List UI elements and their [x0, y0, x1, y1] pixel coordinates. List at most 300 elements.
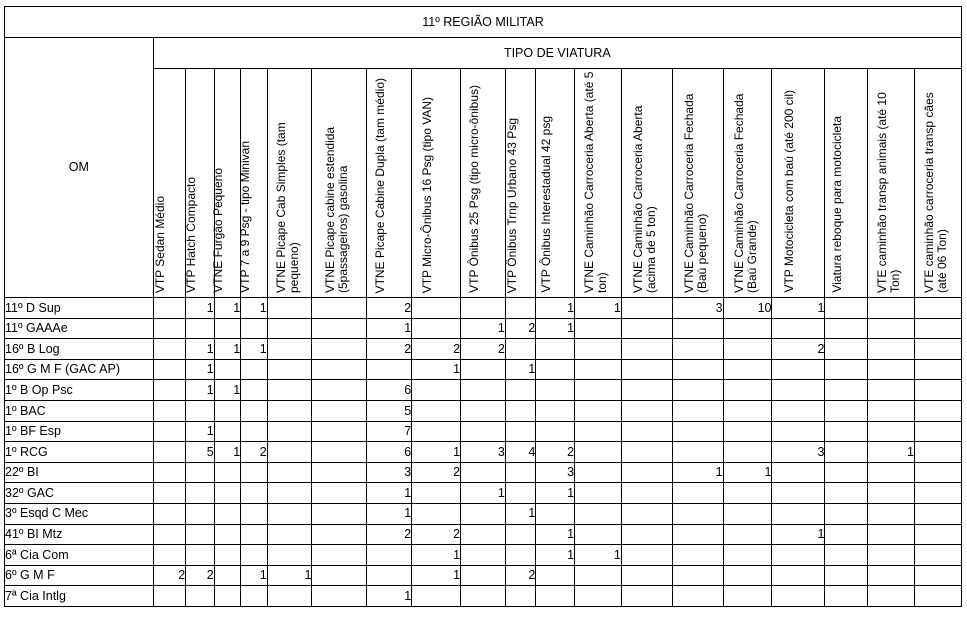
- om-cell: 32º GAC: [5, 483, 154, 504]
- value-cell: [267, 586, 312, 607]
- table-row: [5, 462, 962, 483]
- value-cell: 3: [367, 462, 412, 483]
- value-cell: [267, 442, 312, 463]
- vehicle-table: [4, 6, 962, 607]
- value-cell: [825, 359, 868, 380]
- value-cell: [241, 318, 267, 339]
- value-cell: [312, 586, 367, 607]
- value-cell: [772, 503, 825, 524]
- column-header-label: VTP Ônibus 25 Psg (tipo micro-ônibus): [466, 85, 481, 293]
- value-cell: [575, 400, 622, 421]
- table-row: [5, 400, 962, 421]
- value-cell: 6: [367, 442, 412, 463]
- value-cell: 1: [214, 298, 240, 319]
- value-cell: 2: [367, 298, 412, 319]
- value-cell: [575, 339, 622, 360]
- value-cell: [536, 586, 575, 607]
- value-cell: 1: [575, 298, 622, 319]
- value-cell: 1: [367, 586, 412, 607]
- column-header-label: VTNE Picape cabine estendida (5passageiros) gasolina: [323, 126, 351, 293]
- value-cell: [915, 586, 962, 607]
- value-cell: [915, 421, 962, 442]
- value-cell: [536, 339, 575, 360]
- column-header: [312, 69, 367, 298]
- value-cell: 10: [723, 298, 772, 319]
- value-cell: [825, 524, 868, 545]
- value-cell: [621, 421, 672, 442]
- value-cell: [214, 586, 240, 607]
- value-cell: [868, 339, 915, 360]
- value-cell: [575, 318, 622, 339]
- value-cell: 1: [505, 503, 536, 524]
- value-cell: 1: [505, 359, 536, 380]
- value-cell: [868, 359, 915, 380]
- value-cell: [621, 442, 672, 463]
- om-cell: 6ª Cia Com: [5, 545, 154, 566]
- value-cell: [412, 380, 461, 401]
- value-cell: [536, 503, 575, 524]
- table-row: [5, 565, 962, 586]
- value-cell: 2: [186, 565, 215, 586]
- value-cell: 1: [186, 339, 215, 360]
- value-cell: [621, 359, 672, 380]
- value-cell: [505, 545, 536, 566]
- value-cell: 1: [868, 442, 915, 463]
- table-row: [5, 442, 962, 463]
- column-header-label: VTP Micro-Ônibus 16 Psg (tipo VAN): [420, 96, 435, 293]
- column-header: [505, 69, 536, 298]
- value-cell: 1: [214, 442, 240, 463]
- column-header-label: VTNE Picape Cabine Dupla (tam médio): [373, 77, 388, 293]
- value-cell: [621, 503, 672, 524]
- value-cell: [505, 586, 536, 607]
- value-cell: 1: [412, 565, 461, 586]
- value-cell: [461, 524, 506, 545]
- value-cell: [868, 380, 915, 401]
- value-cell: [267, 380, 312, 401]
- value-cell: 1: [461, 483, 506, 504]
- om-cell: 7ª Cia Intlg: [5, 586, 154, 607]
- column-header-label: VTP Hatch Compacto: [183, 177, 198, 293]
- value-cell: [723, 339, 772, 360]
- value-cell: 2: [153, 565, 186, 586]
- value-cell: 2: [241, 442, 267, 463]
- value-cell: [461, 586, 506, 607]
- value-cell: [312, 359, 367, 380]
- column-header-label: VTP 7 a 9 Psg - tipo Minivan: [237, 141, 252, 293]
- value-cell: 2: [772, 339, 825, 360]
- value-cell: [672, 565, 723, 586]
- column-header: [367, 69, 412, 298]
- value-cell: [825, 545, 868, 566]
- value-cell: [825, 586, 868, 607]
- table-row: [5, 421, 962, 442]
- value-cell: 1: [536, 318, 575, 339]
- value-cell: [241, 503, 267, 524]
- value-cell: [723, 400, 772, 421]
- value-cell: [186, 400, 215, 421]
- value-cell: [723, 503, 772, 524]
- table-row: [5, 524, 962, 545]
- value-cell: [153, 318, 186, 339]
- value-cell: [267, 545, 312, 566]
- value-cell: [868, 545, 915, 566]
- value-cell: [772, 380, 825, 401]
- value-cell: [505, 524, 536, 545]
- value-cell: [153, 586, 186, 607]
- value-cell: [186, 524, 215, 545]
- column-header-label: Viatura reboque para motocicleta: [830, 116, 845, 293]
- value-cell: [621, 380, 672, 401]
- column-header-label: VTE caminhão carroceria transp cães (até 06 Ton): [922, 92, 949, 293]
- value-cell: [241, 380, 267, 401]
- value-cell: [461, 421, 506, 442]
- value-cell: [214, 565, 240, 586]
- value-cell: [672, 421, 723, 442]
- value-cell: [367, 545, 412, 566]
- column-header: [412, 69, 461, 298]
- table-row: [5, 318, 962, 339]
- om-cell: 1º RCG: [5, 442, 154, 463]
- value-cell: [672, 503, 723, 524]
- value-cell: 1: [772, 298, 825, 319]
- column-header: [772, 69, 825, 298]
- value-cell: [505, 421, 536, 442]
- column-header-label: VTNE Furgão Pequeno: [211, 168, 226, 293]
- column-header: [211, 69, 240, 298]
- value-cell: [186, 503, 215, 524]
- om-cell: 16º G M F (GAC AP): [5, 359, 154, 380]
- vehicle-type-header: TIPO DE VIATURA: [153, 38, 961, 69]
- value-cell: [312, 442, 367, 463]
- value-cell: [412, 298, 461, 319]
- column-header-label: VTP Motocicleta com baú (até 200 cil): [782, 90, 797, 293]
- value-cell: [267, 483, 312, 504]
- value-cell: 2: [367, 524, 412, 545]
- value-cell: [367, 565, 412, 586]
- value-cell: 6: [367, 380, 412, 401]
- value-cell: [312, 339, 367, 360]
- value-cell: [241, 421, 267, 442]
- value-cell: [214, 318, 240, 339]
- value-cell: 1: [367, 503, 412, 524]
- value-cell: 2: [536, 442, 575, 463]
- table-row: [5, 359, 962, 380]
- value-cell: [312, 503, 367, 524]
- value-cell: [772, 318, 825, 339]
- column-header-label: VTNE Caminhão Carroceria Fechada (Baú pequeno): [681, 93, 709, 293]
- value-cell: [825, 462, 868, 483]
- column-header: [868, 69, 915, 298]
- om-cell: 41º BI Mtz: [5, 524, 154, 545]
- value-cell: [621, 524, 672, 545]
- value-cell: [723, 380, 772, 401]
- column-header-label: VTP Sedan Médio: [153, 195, 168, 293]
- value-cell: [621, 318, 672, 339]
- value-cell: [153, 359, 186, 380]
- value-cell: 1: [214, 380, 240, 401]
- value-cell: 1: [241, 339, 267, 360]
- value-cell: 5: [367, 400, 412, 421]
- value-cell: 1: [772, 524, 825, 545]
- value-cell: 1: [723, 462, 772, 483]
- table-row: [5, 483, 962, 504]
- column-header: [461, 69, 506, 298]
- column-header: [723, 69, 772, 298]
- value-cell: 1: [536, 298, 575, 319]
- value-cell: [825, 318, 868, 339]
- value-cell: [772, 462, 825, 483]
- value-cell: [772, 586, 825, 607]
- value-cell: [267, 462, 312, 483]
- value-cell: [536, 565, 575, 586]
- value-cell: [915, 503, 962, 524]
- value-cell: [868, 483, 915, 504]
- value-cell: [621, 339, 672, 360]
- value-cell: [915, 339, 962, 360]
- value-cell: 1: [186, 359, 215, 380]
- value-cell: [723, 318, 772, 339]
- value-cell: [214, 421, 240, 442]
- column-header-label: VTE caminhão transp animais (até 10 Ton): [875, 92, 903, 293]
- value-cell: [575, 565, 622, 586]
- column-header: [825, 69, 868, 298]
- value-cell: [915, 359, 962, 380]
- value-cell: [505, 339, 536, 360]
- value-cell: 2: [505, 318, 536, 339]
- value-cell: [825, 400, 868, 421]
- table-row: [5, 545, 962, 566]
- value-cell: [241, 400, 267, 421]
- value-cell: [575, 462, 622, 483]
- value-cell: [267, 359, 312, 380]
- value-cell: [915, 442, 962, 463]
- value-cell: [868, 298, 915, 319]
- value-cell: 2: [412, 462, 461, 483]
- value-cell: [153, 483, 186, 504]
- om-cell: 3º Esqd C Mec: [5, 503, 154, 524]
- value-cell: [367, 359, 412, 380]
- value-cell: [868, 318, 915, 339]
- value-cell: 1: [186, 421, 215, 442]
- value-cell: [461, 503, 506, 524]
- value-cell: [672, 400, 723, 421]
- value-cell: [868, 586, 915, 607]
- value-cell: [267, 298, 312, 319]
- value-cell: [621, 586, 672, 607]
- value-cell: [461, 359, 506, 380]
- value-cell: [241, 462, 267, 483]
- value-cell: [186, 483, 215, 504]
- column-header: [153, 69, 186, 298]
- value-cell: [241, 586, 267, 607]
- value-cell: [621, 565, 672, 586]
- value-cell: [825, 339, 868, 360]
- value-cell: 1: [267, 565, 312, 586]
- value-cell: [312, 483, 367, 504]
- value-cell: [915, 318, 962, 339]
- value-cell: [461, 400, 506, 421]
- om-cell: 22º BI: [5, 462, 154, 483]
- value-cell: [772, 421, 825, 442]
- value-cell: 1: [575, 545, 622, 566]
- value-cell: [575, 380, 622, 401]
- value-cell: [915, 524, 962, 545]
- om-cell: 11º GAAAe: [5, 318, 154, 339]
- value-cell: [412, 586, 461, 607]
- om-cell: 1º BF Esp: [5, 421, 154, 442]
- value-cell: [186, 318, 215, 339]
- value-cell: 7: [367, 421, 412, 442]
- value-cell: [915, 298, 962, 319]
- value-cell: [412, 483, 461, 504]
- table-row: [5, 503, 962, 524]
- value-cell: [153, 421, 186, 442]
- om-cell: 1º BAC: [5, 400, 154, 421]
- value-cell: [772, 483, 825, 504]
- value-cell: [723, 442, 772, 463]
- value-cell: [312, 462, 367, 483]
- value-cell: 1: [367, 483, 412, 504]
- value-cell: [672, 359, 723, 380]
- value-cell: 1: [412, 442, 461, 463]
- value-cell: 1: [214, 339, 240, 360]
- value-cell: [672, 339, 723, 360]
- value-cell: [412, 503, 461, 524]
- value-cell: [915, 380, 962, 401]
- value-cell: [153, 380, 186, 401]
- value-cell: [312, 298, 367, 319]
- value-cell: [825, 565, 868, 586]
- value-cell: [412, 421, 461, 442]
- value-cell: [412, 400, 461, 421]
- table-row: [5, 586, 962, 607]
- value-cell: [153, 400, 186, 421]
- value-cell: 1: [412, 545, 461, 566]
- value-cell: [153, 339, 186, 360]
- value-cell: [868, 462, 915, 483]
- value-cell: [772, 400, 825, 421]
- value-cell: [153, 442, 186, 463]
- value-cell: [575, 503, 622, 524]
- value-cell: [825, 483, 868, 504]
- om-cell: 6º G M F: [5, 565, 154, 586]
- om-cell: 1º B Op Psc: [5, 380, 154, 401]
- value-cell: [536, 421, 575, 442]
- value-cell: [825, 380, 868, 401]
- value-cell: [575, 442, 622, 463]
- value-cell: [621, 483, 672, 504]
- value-cell: [214, 462, 240, 483]
- value-cell: 3: [461, 442, 506, 463]
- value-cell: 1: [536, 483, 575, 504]
- value-cell: [672, 483, 723, 504]
- column-header: [183, 69, 215, 298]
- value-cell: [868, 565, 915, 586]
- om-cell: 16º B Log: [5, 339, 154, 360]
- value-cell: [461, 298, 506, 319]
- value-cell: [214, 545, 240, 566]
- column-header-label: VTP Ônibus Trnp Urbano 43 Psg: [504, 117, 519, 293]
- value-cell: 5: [186, 442, 215, 463]
- value-cell: [915, 462, 962, 483]
- value-cell: [461, 565, 506, 586]
- value-cell: [461, 380, 506, 401]
- value-cell: [772, 359, 825, 380]
- value-cell: [461, 462, 506, 483]
- value-cell: [505, 380, 536, 401]
- value-cell: 2: [412, 339, 461, 360]
- value-cell: [723, 545, 772, 566]
- value-cell: [672, 318, 723, 339]
- value-cell: 3: [672, 298, 723, 319]
- value-cell: [241, 545, 267, 566]
- value-cell: 1: [536, 524, 575, 545]
- value-cell: 3: [772, 442, 825, 463]
- value-cell: [153, 545, 186, 566]
- value-cell: [505, 462, 536, 483]
- column-header: [915, 69, 962, 298]
- value-cell: [241, 359, 267, 380]
- column-header: [237, 69, 267, 298]
- value-cell: [312, 421, 367, 442]
- om-column-header: OM: [5, 38, 154, 298]
- value-cell: [723, 524, 772, 545]
- table-title: 11º REGIÃO MILITAR: [5, 7, 962, 38]
- value-cell: [153, 503, 186, 524]
- value-cell: [214, 359, 240, 380]
- value-cell: [825, 503, 868, 524]
- value-cell: [772, 565, 825, 586]
- value-cell: [312, 318, 367, 339]
- value-cell: [825, 298, 868, 319]
- value-cell: [241, 483, 267, 504]
- value-cell: [868, 400, 915, 421]
- value-cell: [153, 298, 186, 319]
- value-cell: [214, 400, 240, 421]
- value-cell: [267, 524, 312, 545]
- value-cell: [672, 380, 723, 401]
- value-cell: [621, 462, 672, 483]
- value-cell: [312, 565, 367, 586]
- value-cell: [672, 545, 723, 566]
- value-cell: [312, 545, 367, 566]
- value-cell: 1: [672, 462, 723, 483]
- column-header-label: VTP Ônibus Interestadual 42 psg: [539, 116, 554, 293]
- column-header: [536, 69, 575, 298]
- value-cell: 2: [412, 524, 461, 545]
- value-cell: [536, 359, 575, 380]
- table-row: [5, 339, 962, 360]
- value-cell: 1: [412, 359, 461, 380]
- value-cell: [723, 359, 772, 380]
- value-cell: [214, 503, 240, 524]
- value-cell: [267, 503, 312, 524]
- value-cell: [312, 380, 367, 401]
- value-cell: 2: [461, 339, 506, 360]
- value-cell: [461, 545, 506, 566]
- value-cell: [186, 462, 215, 483]
- value-cell: [723, 421, 772, 442]
- om-cell: 11º D Sup: [5, 298, 154, 319]
- value-cell: [267, 421, 312, 442]
- value-cell: [536, 400, 575, 421]
- value-cell: [536, 380, 575, 401]
- value-cell: [868, 503, 915, 524]
- value-cell: 1: [241, 565, 267, 586]
- value-cell: [621, 545, 672, 566]
- value-cell: [505, 298, 536, 319]
